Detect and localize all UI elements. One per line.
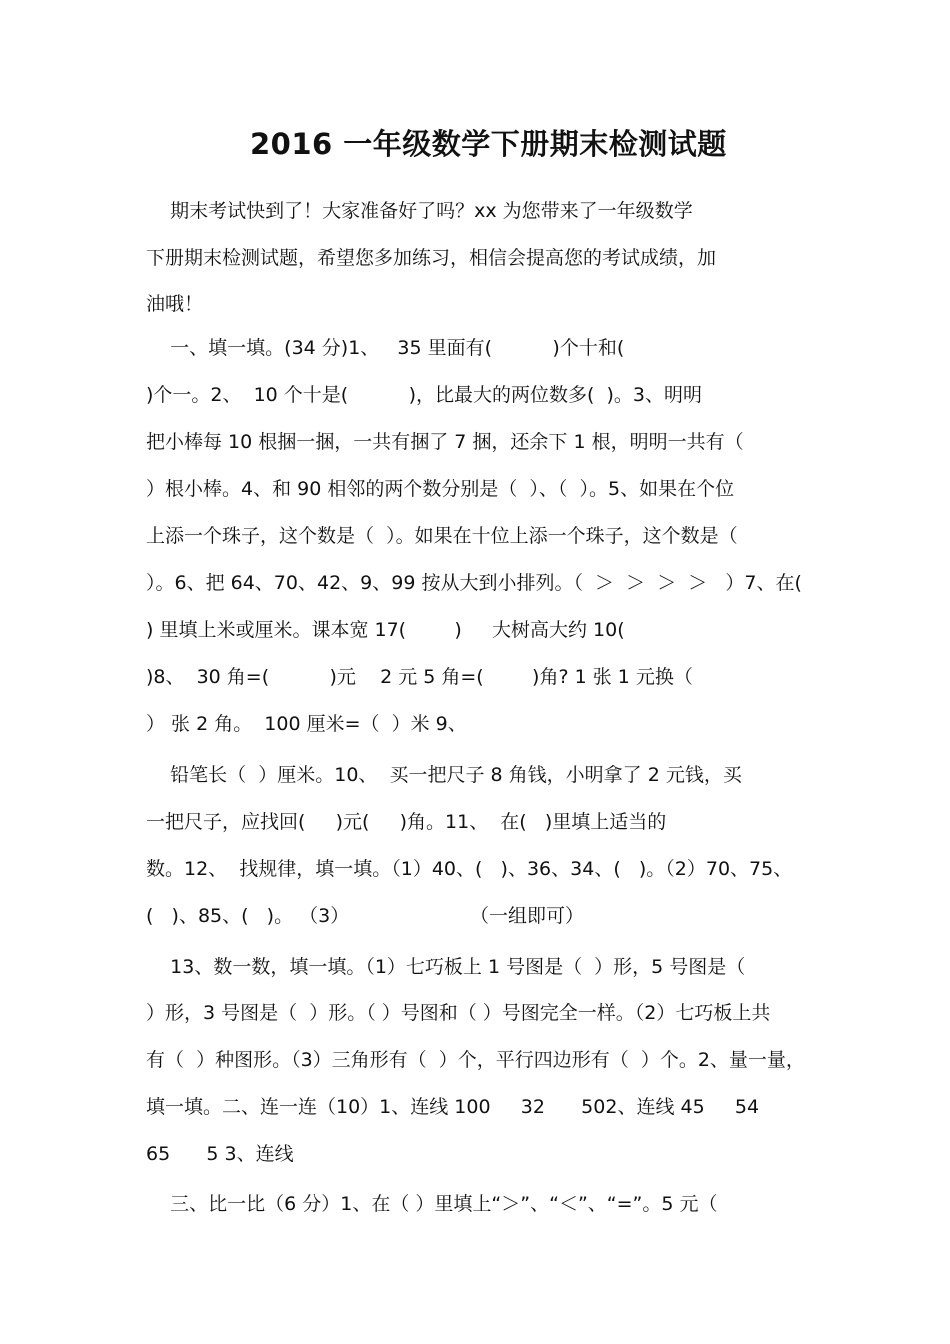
body-line-9: ）。6、把 64、70、42、9、99 按从大到小排列。（ ＞ ＞ ＞ ＞ ）7、在( (146, 572, 802, 594)
intro-line-2: 下册期末检测试题，希望您多加练习，相信会提高您的考试成绩，加 (146, 247, 717, 269)
body-line-7: ）根小棒。4、和 90 相邻的两个数分别是（ ）、（ ）。5、如果在个位 (146, 478, 735, 500)
body-line-8: 上添一个珠子，这个数是（ ）。如果在十位上添一个珠子，这个数是（ (146, 525, 738, 547)
body-line-11: )8、 30 角=( )元 2 元 5 角=( )角? 1 张 1 元换（ (146, 666, 693, 688)
body-line-16: ( )、85、( )。 （3） （一组即可） (146, 905, 584, 927)
body-line-22: 三、比一比（6 分）1、在（ ）里填上“＞”、“＜”、“=”。5 元（ (146, 1193, 718, 1215)
body-line-17: 13、数一数，填一填。（1）七巧板上 1 号图是（ ）形，5 号图是（ (146, 956, 746, 978)
document-title: 2016 一年级数学下册期末检测试题 (250, 127, 727, 161)
body-line-15: 数。12、 找规律，填一填。（1）40、( )、36、34、( )。（2）70、75、 (146, 858, 793, 880)
body-line-10: ) 里填上米或厘米。课本宽 17( ) 大树高大约 10( (146, 619, 625, 641)
intro-line-3: 油哦！ (146, 293, 204, 315)
body-line-13: 铅笔长（ ）厘米。10、 买一把尺子 8 角钱，小明拿了 2 元钱，买 (146, 764, 742, 786)
body-line-6: 把小棒每 10 根捆一捆，一共有捆了 7 捆，还余下 1 根，明明一共有（ (146, 431, 744, 453)
body-line-19: 有（ ）种图形。（3）三角形有（ ）个，平行四边形有（ ）个。2、量一量， (146, 1049, 805, 1071)
body-line-5: )个一。2、 10 个十是( )，比最大的两位数多( )。3、明明 (146, 384, 703, 406)
body-line-14: 一把尺子，应找回( )元( )角。11、 在( )里填上适当的 (146, 811, 667, 833)
intro-line-1: 期末考试快到了！大家准备好了吗？xx 为您带来了一年级数学 (146, 200, 693, 222)
body-line-4: 一、填一填。(34 分)1、 35 里面有( )个十和( (146, 337, 625, 359)
body-line-21: 65 5 3、连线 (146, 1143, 294, 1165)
body-line-12: ） 张 2 角。 100 厘米=（ ）米 9、 (146, 713, 467, 735)
body-line-20: 填一填。二、连一连（10）1、连线 100 32 502、连线 45 54 (146, 1096, 760, 1118)
body-line-18: ）形，3 号图是（ ）形。（ ）号图和（ ）号图完全一样。（2）七巧板上共 (146, 1002, 771, 1024)
